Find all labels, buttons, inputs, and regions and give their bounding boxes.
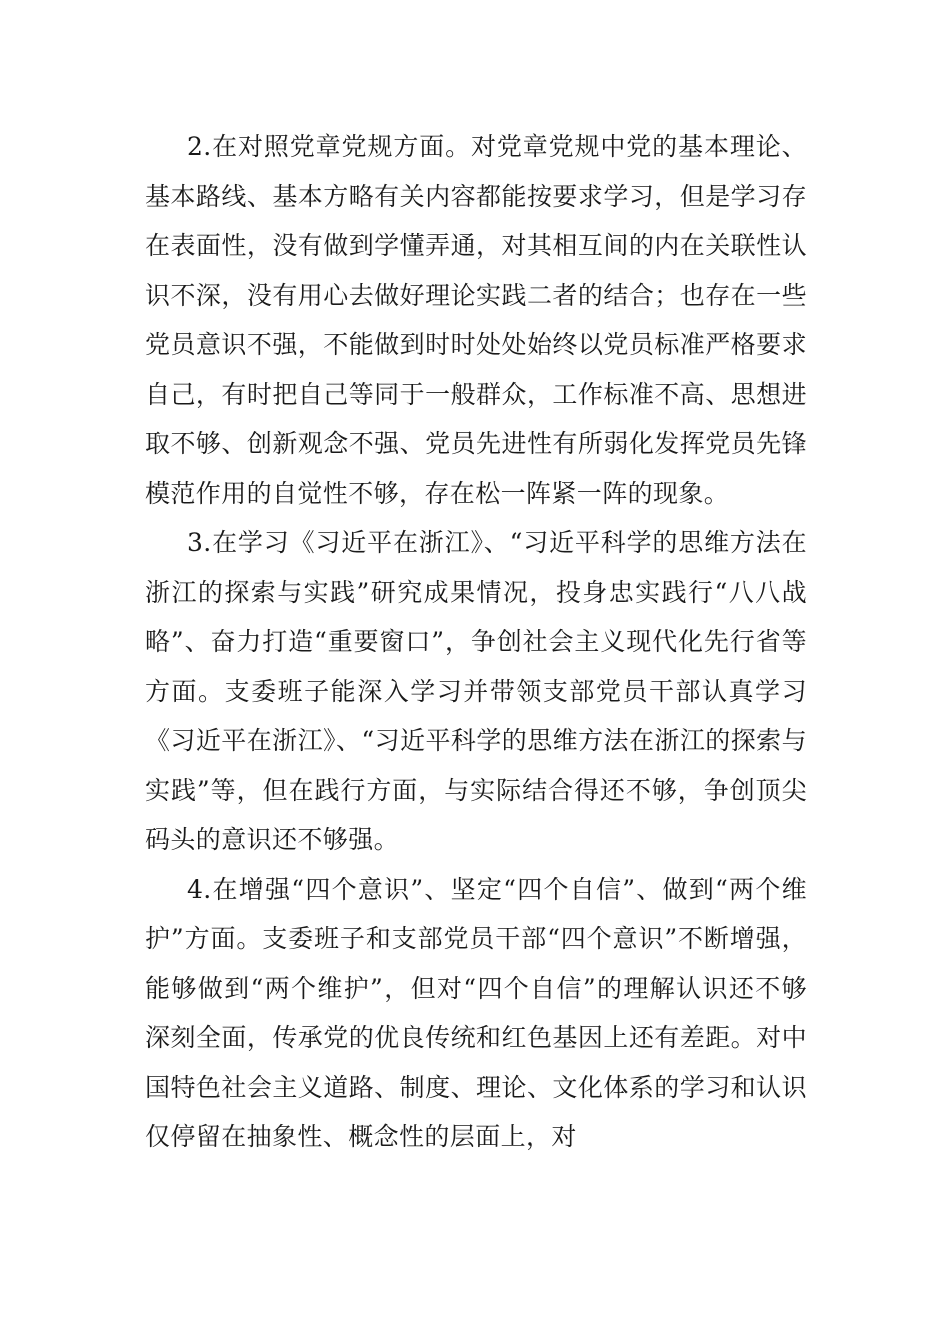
paragraph-item-4: 4.在增强“四个意识”、坚定“四个自信”、做到“两个维护”方面。支委班子和支部党员干部“四个意识”不断增强，能够做到“两个维护”，但对“四个自信”的理解认识还不够深刻全面，传承党的优良传统和红色基因上还有差距。对中国特色社会主义道路、制度、理论、文化体系的学习和认识仅停留在抽象性、概念性的层面上，对 [145, 874, 807, 1151]
paragraph-item-2: 2.在对照党章党规方面。对党章党规中党的基本理论、基本路线、基本方略有关内容都能按要求学习，但是学习存在表面性，没有做到学懂弄通，对其相互间的内在关联性认识不深，没有用心去做好理论实践二者的结合；也存在一些党员意识不强，不能做到时时处处始终以党员标准严格要求自己，有时把自己等同于一般群众，工作标准不高、思想进取不够、创新观念不强、党员先进性有所弱化发挥党员先锋模范作用的自觉性不够，存在松一阵紧一阵的现象。 [145, 132, 807, 508]
document-body [145, 122, 807, 1162]
paragraph-item-3: 3.在学习《习近平在浙江》、“习近平科学的思维方法在浙江的探索与实践”研究成果情况，投身忠实践行“八八战略”、奋力打造“重要窗口”，争创社会主义现代化先行省等方面。支委班子能深入学习并带领支部党员干部认真学习《习近平在浙江》、“习近平科学的思维方法在浙江的探索与实践”等，但在践行方面，与实际结合得还不够，争创顶尖码头的意识还不够强。 [145, 528, 807, 854]
